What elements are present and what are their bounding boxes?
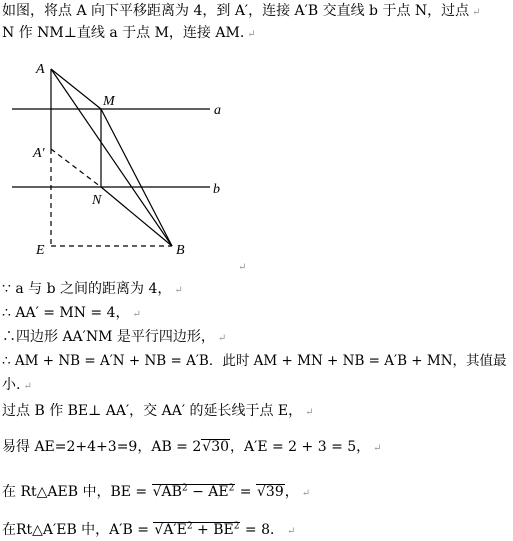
- term-ApE: A′E: [163, 522, 187, 538]
- solution-text-7a: 易得 AE=2+4+3=9，AB = 2: [2, 439, 202, 455]
- radicand-30: 30: [211, 439, 230, 455]
- segment-AM: [51, 69, 101, 109]
- segment-AprimeN: [51, 149, 101, 187]
- label-b: b: [213, 182, 220, 197]
- sqrt-30: √30: [202, 439, 230, 455]
- return-mark-icon: ↵: [174, 285, 183, 296]
- sqrt-ApE2-BE2: $√A'E^2 + BE^2$: [154, 521, 240, 538]
- label-B: B: [176, 243, 185, 258]
- solution-text-9a: 在Rt△A′EB 中，A′B =: [2, 522, 154, 538]
- return-mark-icon: ↵: [373, 443, 382, 454]
- segment-NB: [101, 187, 172, 246]
- exponent: 2: [228, 483, 235, 494]
- solution-line-7: [2, 438, 382, 458]
- solution-text-8a: 在 Rt△AEB 中，BE =: [2, 484, 152, 500]
- solution-text-1: ∵ a 与 b 之间的距离为 4，: [2, 281, 172, 297]
- solution-line-5: [2, 376, 32, 396]
- radicand-39: 39: [265, 484, 284, 500]
- sqrt-39: √39: [257, 484, 284, 500]
- return-mark-icon: ↵: [301, 488, 311, 499]
- segment-MB: [101, 109, 172, 246]
- exponent: 2: [186, 521, 193, 532]
- return-mark-icon: ↵: [132, 309, 141, 320]
- term-AE: − AE: [187, 484, 229, 500]
- exponent: 2: [233, 521, 240, 532]
- return-mark-icon: ↵: [286, 526, 296, 537]
- exponent: 2: [181, 483, 188, 494]
- solution-text-3: ∴四边形 AA′NM 是平行四边形，: [2, 329, 215, 345]
- return-mark-icon: ↵: [305, 407, 314, 418]
- return-mark-icon: ↵: [247, 29, 256, 40]
- return-mark-icon: ↵: [23, 381, 32, 392]
- equals: =: [235, 484, 256, 500]
- intro-text-1: 如图，将点 A 向下平移距离为 4，到 A′，连接 A′B 交直线 b 于点 N，过点: [2, 3, 470, 19]
- solution-line-8: [2, 483, 310, 503]
- intro-text-2: N 作 NM⊥直线 a 于点 M，连接 AM.: [2, 25, 245, 41]
- label-Aprime: A′: [33, 146, 45, 161]
- solution-line-3: [2, 328, 226, 348]
- term-BE: + BE: [192, 522, 234, 538]
- result-8: = 8．: [240, 522, 284, 538]
- label-a: a: [214, 103, 221, 118]
- label-M: M: [103, 94, 115, 109]
- solution-text-2: ∴ AA′ = MN = 4，: [2, 305, 130, 321]
- return-mark-icon: ↵: [217, 333, 227, 344]
- solution-line-4: [2, 352, 507, 370]
- return-mark-icon: ↵: [472, 7, 481, 18]
- solution-text-7c: ，A′E = 2 + 3 = 5，: [230, 439, 371, 455]
- solution-line-6: [2, 402, 314, 422]
- term-AB: AB: [161, 484, 182, 500]
- return-mark-icon: ↵: [238, 262, 247, 273]
- solution-line-9: [2, 521, 295, 541]
- solution-line-1: [2, 280, 183, 300]
- solution-text-4: ∴ AM + NB = A′N + NB = A′B．此时 AM + MN + NB = A′B + MN，其值最: [2, 353, 507, 369]
- solution-text-6: 过点 B 作 BE⊥ AA′，交 AA′ 的延长线于点 E，: [2, 403, 303, 419]
- label-A: A: [36, 62, 45, 77]
- solution-text-5: 小.: [2, 377, 21, 393]
- comma: ，: [284, 484, 299, 500]
- sqrt-AB2-AE2: $√AB^2 - AE^2$: [152, 483, 235, 500]
- solution-line-2: [2, 304, 141, 324]
- label-E: E: [36, 243, 45, 258]
- label-N: N: [92, 193, 102, 208]
